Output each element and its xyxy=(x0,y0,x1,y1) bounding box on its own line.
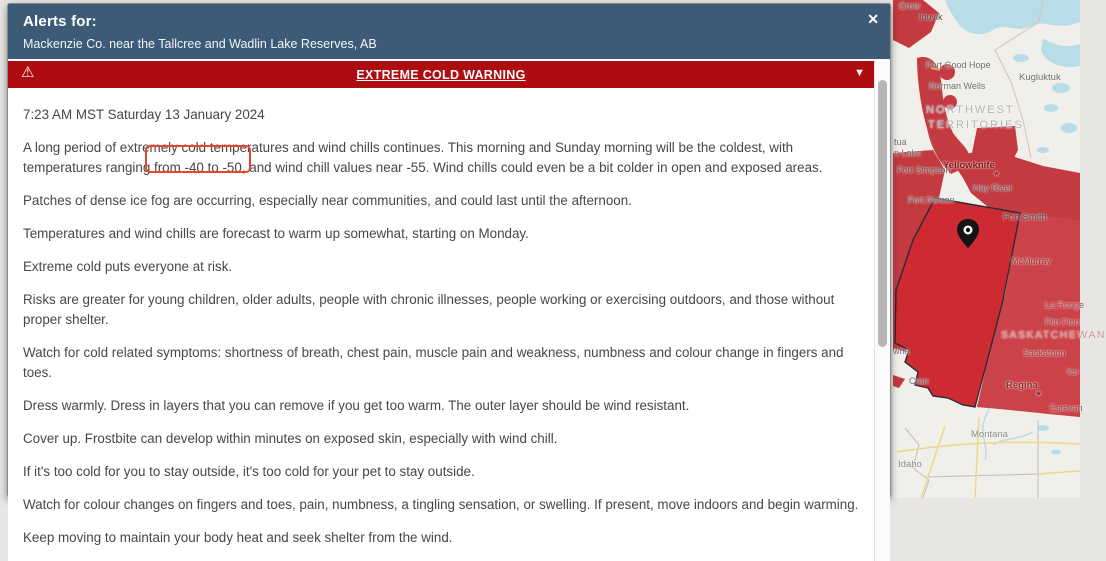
map-label: tua xyxy=(894,137,907,147)
alert-content-column xyxy=(8,59,874,561)
alert-paragraph: Keep moving to maintain your body heat and seek shelter from the wind. xyxy=(23,530,453,545)
map-label: Cran xyxy=(909,376,929,386)
map-label: Yor xyxy=(1066,367,1080,377)
alert-panel-body xyxy=(8,59,890,561)
warning-triangle-icon: ⚠ xyxy=(21,64,35,81)
map-label: Fort Simpson xyxy=(897,165,951,175)
alert-paragraph: Patches of dense ice fog are occurring, especially near communities, and could last until the afternoon. xyxy=(23,193,632,208)
map-label: Montana xyxy=(971,429,1008,440)
map-canvas xyxy=(893,0,1080,498)
warning-banner-toggle[interactable] xyxy=(8,61,874,88)
alert-panel-header xyxy=(8,4,890,59)
scrollbar-track[interactable] xyxy=(874,59,890,561)
map-label: Fort Nelson xyxy=(908,195,955,205)
close-icon[interactable]: ✕ xyxy=(867,11,879,27)
alert-paragraph: Watch for colour changes on fingers and toes, pain, numbness, a tingling sensation, or swelling. If present, move indoors and begin warming. xyxy=(23,497,859,512)
map-label: Hay River xyxy=(973,183,1013,193)
map-label: Regina xyxy=(1006,380,1038,391)
scrollbar-thumb[interactable] xyxy=(878,80,887,347)
map-label: Yellowknife xyxy=(943,160,995,171)
map-label: McMurray xyxy=(1011,256,1051,266)
alert-paragraph: If it's too cold for you to stay outside, it's too cold for your pet to stay outside. xyxy=(23,464,475,479)
map-label: NORTHWEST xyxy=(926,104,1015,116)
map-label: Kugluktuk xyxy=(1019,72,1061,83)
map-label: Flin Flon xyxy=(1045,317,1080,327)
alert-paragraph: Cover up. Frostbite can develop within minutes on exposed skin, especially with wind chill. xyxy=(23,431,558,446)
alert-paragraph: Risks are greater for young children, older adults, people with chronic illnesses, people working or exercising outdoors, and those without proper shelter. xyxy=(23,292,835,327)
map-label: wna xyxy=(893,346,910,356)
map-label: Crow xyxy=(899,1,921,11)
map-label: TERRITORIES xyxy=(928,119,1024,131)
map-label: Inuvik xyxy=(919,12,943,22)
map[interactable] xyxy=(893,0,1106,498)
map-label: SASKATCHEWAN xyxy=(1001,329,1106,341)
chevron-down-icon[interactable]: ▼ xyxy=(854,67,865,79)
alert-text-body xyxy=(8,88,874,561)
map-label: Fort Good Hope xyxy=(926,60,991,70)
map-label: Idaho xyxy=(898,459,922,470)
alert-paragraph: Watch for cold related symptoms: shortness of breath, chest pain, muscle pain and weakness, numbness and colour change in fingers and toes. xyxy=(23,345,844,380)
alert-paragraph: Dress warmly. Dress in layers that you can remove if you get too warm. The outer layer should be wind resistant. xyxy=(23,398,690,413)
map-label: ★ xyxy=(993,169,1001,178)
map-label: Saskatoon xyxy=(1023,348,1066,358)
map-label: Fort Smith xyxy=(1003,212,1047,223)
map-label: Norman Wells xyxy=(929,81,986,91)
alert-location: Mackenzie Co. near the Tallcree and Wadlin Lake Reserves, AB xyxy=(23,37,377,51)
map-label: La Ronge xyxy=(1045,300,1085,310)
alert-panel xyxy=(7,3,891,545)
panel-title: Alerts for: xyxy=(23,13,97,30)
alert-paragraphs xyxy=(23,138,860,548)
warning-title: EXTREME COLD WARNING xyxy=(356,67,526,82)
alert-paragraph: Temperatures and wind chills are forecast to warm up somewhat, starting on Monday. xyxy=(23,226,529,241)
map-label: n Lake xyxy=(894,148,922,158)
map-label: ★ xyxy=(1035,389,1043,398)
issued-timestamp: 7:23 AM MST Saturday 13 January 2024 xyxy=(23,107,265,122)
map-label: Estevan xyxy=(1050,403,1083,413)
alert-paragraph: Extreme cold puts everyone at risk. xyxy=(23,259,233,274)
alert-paragraph: A long period of extremely cold temperatures and wind chills continues. This morning and Sunday morning will be the coldest, with temperatures ranging from -40 to -50, and wind chill values near -55. Wind chills could even be a bit colder in open and exposed areas. xyxy=(23,140,823,175)
